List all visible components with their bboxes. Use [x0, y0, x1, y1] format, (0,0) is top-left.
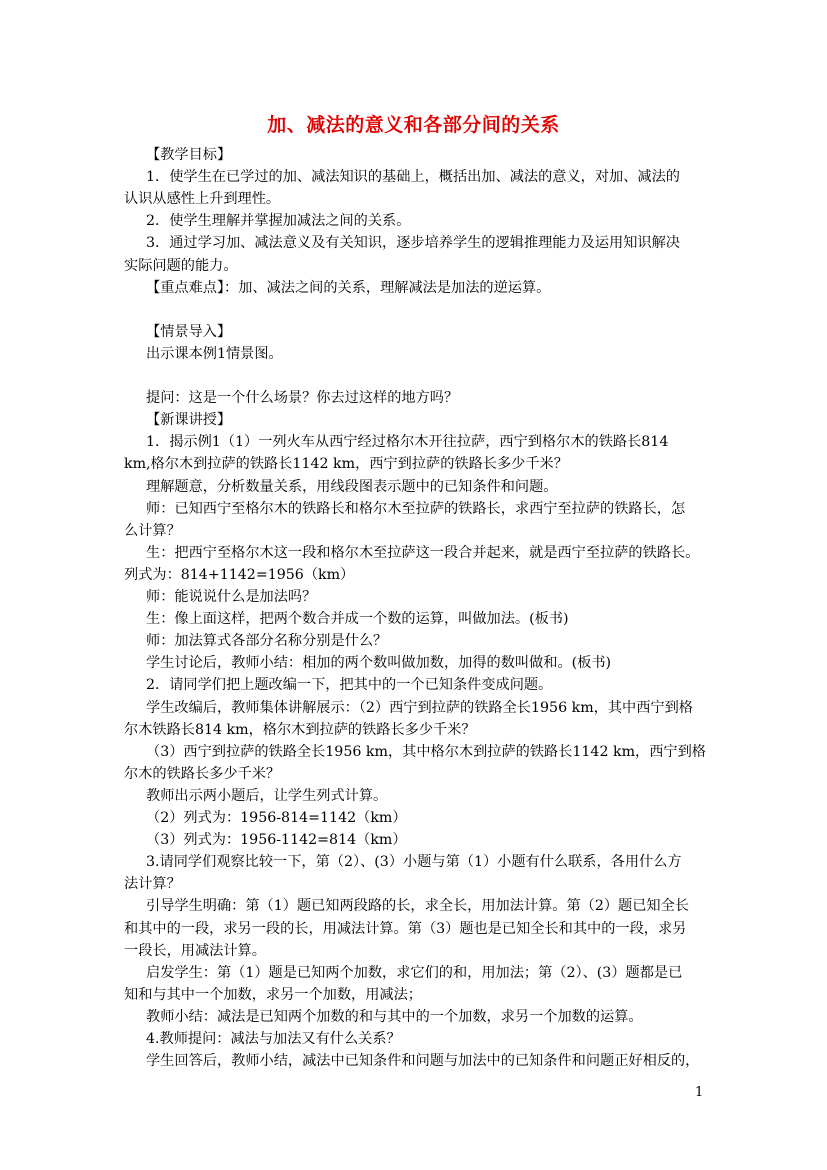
text-line: 学生回答后，教师小结，减法中已知条件和问题与加法中的已知条件和问题正好相反的，: [146, 1053, 700, 1070]
text-line: 生：把西宁至格尔木这一段和格尔木至拉萨这一段合并起来，就是西宁至拉萨的铁路长。: [146, 544, 700, 561]
text-line: 【情景导入】: [146, 323, 232, 340]
text-line: 教师小结：减法是已知两个加数的和与其中的一个加数，求另一个加数的运算。: [146, 1008, 643, 1025]
text-line: 3.请同学们观察比较一下，第（2）、(3）小题与第（1）小题有什么联系，各用什么方: [146, 854, 682, 871]
text-line: 1．使学生在已学过的加、减法知识的基础上，概括出加、减法的意义，对加、减法的: [146, 169, 680, 186]
text-line: 列式为：814+1142=1956（km）: [124, 566, 355, 583]
text-line: 4.教师提问：减法与加法又有什么关系？: [146, 1031, 401, 1047]
text-line: 2．请同学们把上题改编一下，把其中的一个已知条件变成问题。: [146, 677, 553, 694]
text-line: km,格尔木到拉萨的铁路长1142 km，西宁到拉萨的铁路长多少千米？: [124, 456, 568, 473]
text-line: 理解题意，分析数量关系，用线段图表示题中的已知条件和问题。: [146, 478, 558, 495]
text-line: 师：已知西宁至格尔木的铁路长和格尔木至拉萨的铁路长，求西宁至拉萨的铁路长，怎: [146, 500, 686, 517]
text-line: （2）列式为：1956-814=1142（km）: [146, 810, 407, 826]
text-line: 教师出示两小题后，让学生列式计算。: [146, 787, 388, 804]
text-line: 学生讨论后，教师小结：相加的两个数叫做加数，加得的数叫做和。(板书): [146, 655, 612, 672]
text-line: 【新课讲授】: [146, 412, 232, 429]
text-line: 知和与其中一个加数，求另一个加数，用减法；: [124, 986, 422, 1003]
document-title: 加、减法的意义和各部分间的关系: [267, 114, 560, 136]
text-line: 师：加法算式各部分名称分别是什么？: [146, 633, 388, 650]
text-line: 尔木的铁路长多少千米？: [124, 765, 281, 782]
text-line: 么计算？: [124, 522, 181, 539]
text-line: 和其中的一段，求另一段的长，用减法计算。第（3）题也是已知全长和其中的一段，求另: [124, 920, 687, 937]
text-line: 【教学目标】: [146, 147, 232, 163]
page-number: 1: [695, 1085, 704, 1100]
text-line: （3）西宁到拉萨的铁路全长1956 km，其中格尔木到拉萨的铁路长1142 km，西宁到格: [146, 743, 706, 760]
text-line: 引导学生明确：第（1）题已知两段路的长，求全长，用加法计算。第（2）题已知全长: [146, 898, 689, 915]
text-line: 启发学生：第（1）题是已知两个加数，求它们的和，用加法；第（2）、(3）题都是已: [146, 964, 683, 981]
text-line: 认识从感性上升到理性。: [124, 191, 281, 208]
text-line: 师：能说说什么是加法吗？: [146, 589, 317, 605]
text-line: 提问：这是一个什么场景？你去过这样的地方吗？: [146, 390, 459, 407]
text-line: 一段长，用减法计算。: [124, 942, 266, 959]
text-line: （3）列式为：1956-1142=814（km）: [146, 832, 407, 849]
text-line: 【重点难点】：加、减法之间的关系，理解减法是加法的逆运算。: [146, 279, 551, 296]
text-line: 2．使学生理解并掌握加减法之间的关系。: [146, 213, 411, 230]
text-line: 实际问题的能力。: [124, 257, 238, 274]
text-line: 1．揭示例1（1）一列火车从西宁经过格尔木开往拉萨，西宁到格尔木的铁路长814: [146, 434, 669, 451]
text-line: 生：像上面这样，把两个数合并成一个数的运算，叫做加法。(板书): [146, 611, 569, 628]
text-line: 学生改编后，教师集体讲解展示：（2）西宁到拉萨的铁路全长1956 km，其中西宁到格: [146, 699, 693, 716]
text-line: 3．通过学习加、减法意义及有关知识，逐步培养学生的逻辑推理能力及运用知识解决: [146, 235, 680, 252]
text-line: 法计算？: [124, 876, 181, 893]
text-line: 出示课本例1情景图。: [146, 345, 283, 362]
text-line: 尔木铁路长814 km，格尔木到拉萨的铁路长多少千米？: [124, 721, 476, 738]
